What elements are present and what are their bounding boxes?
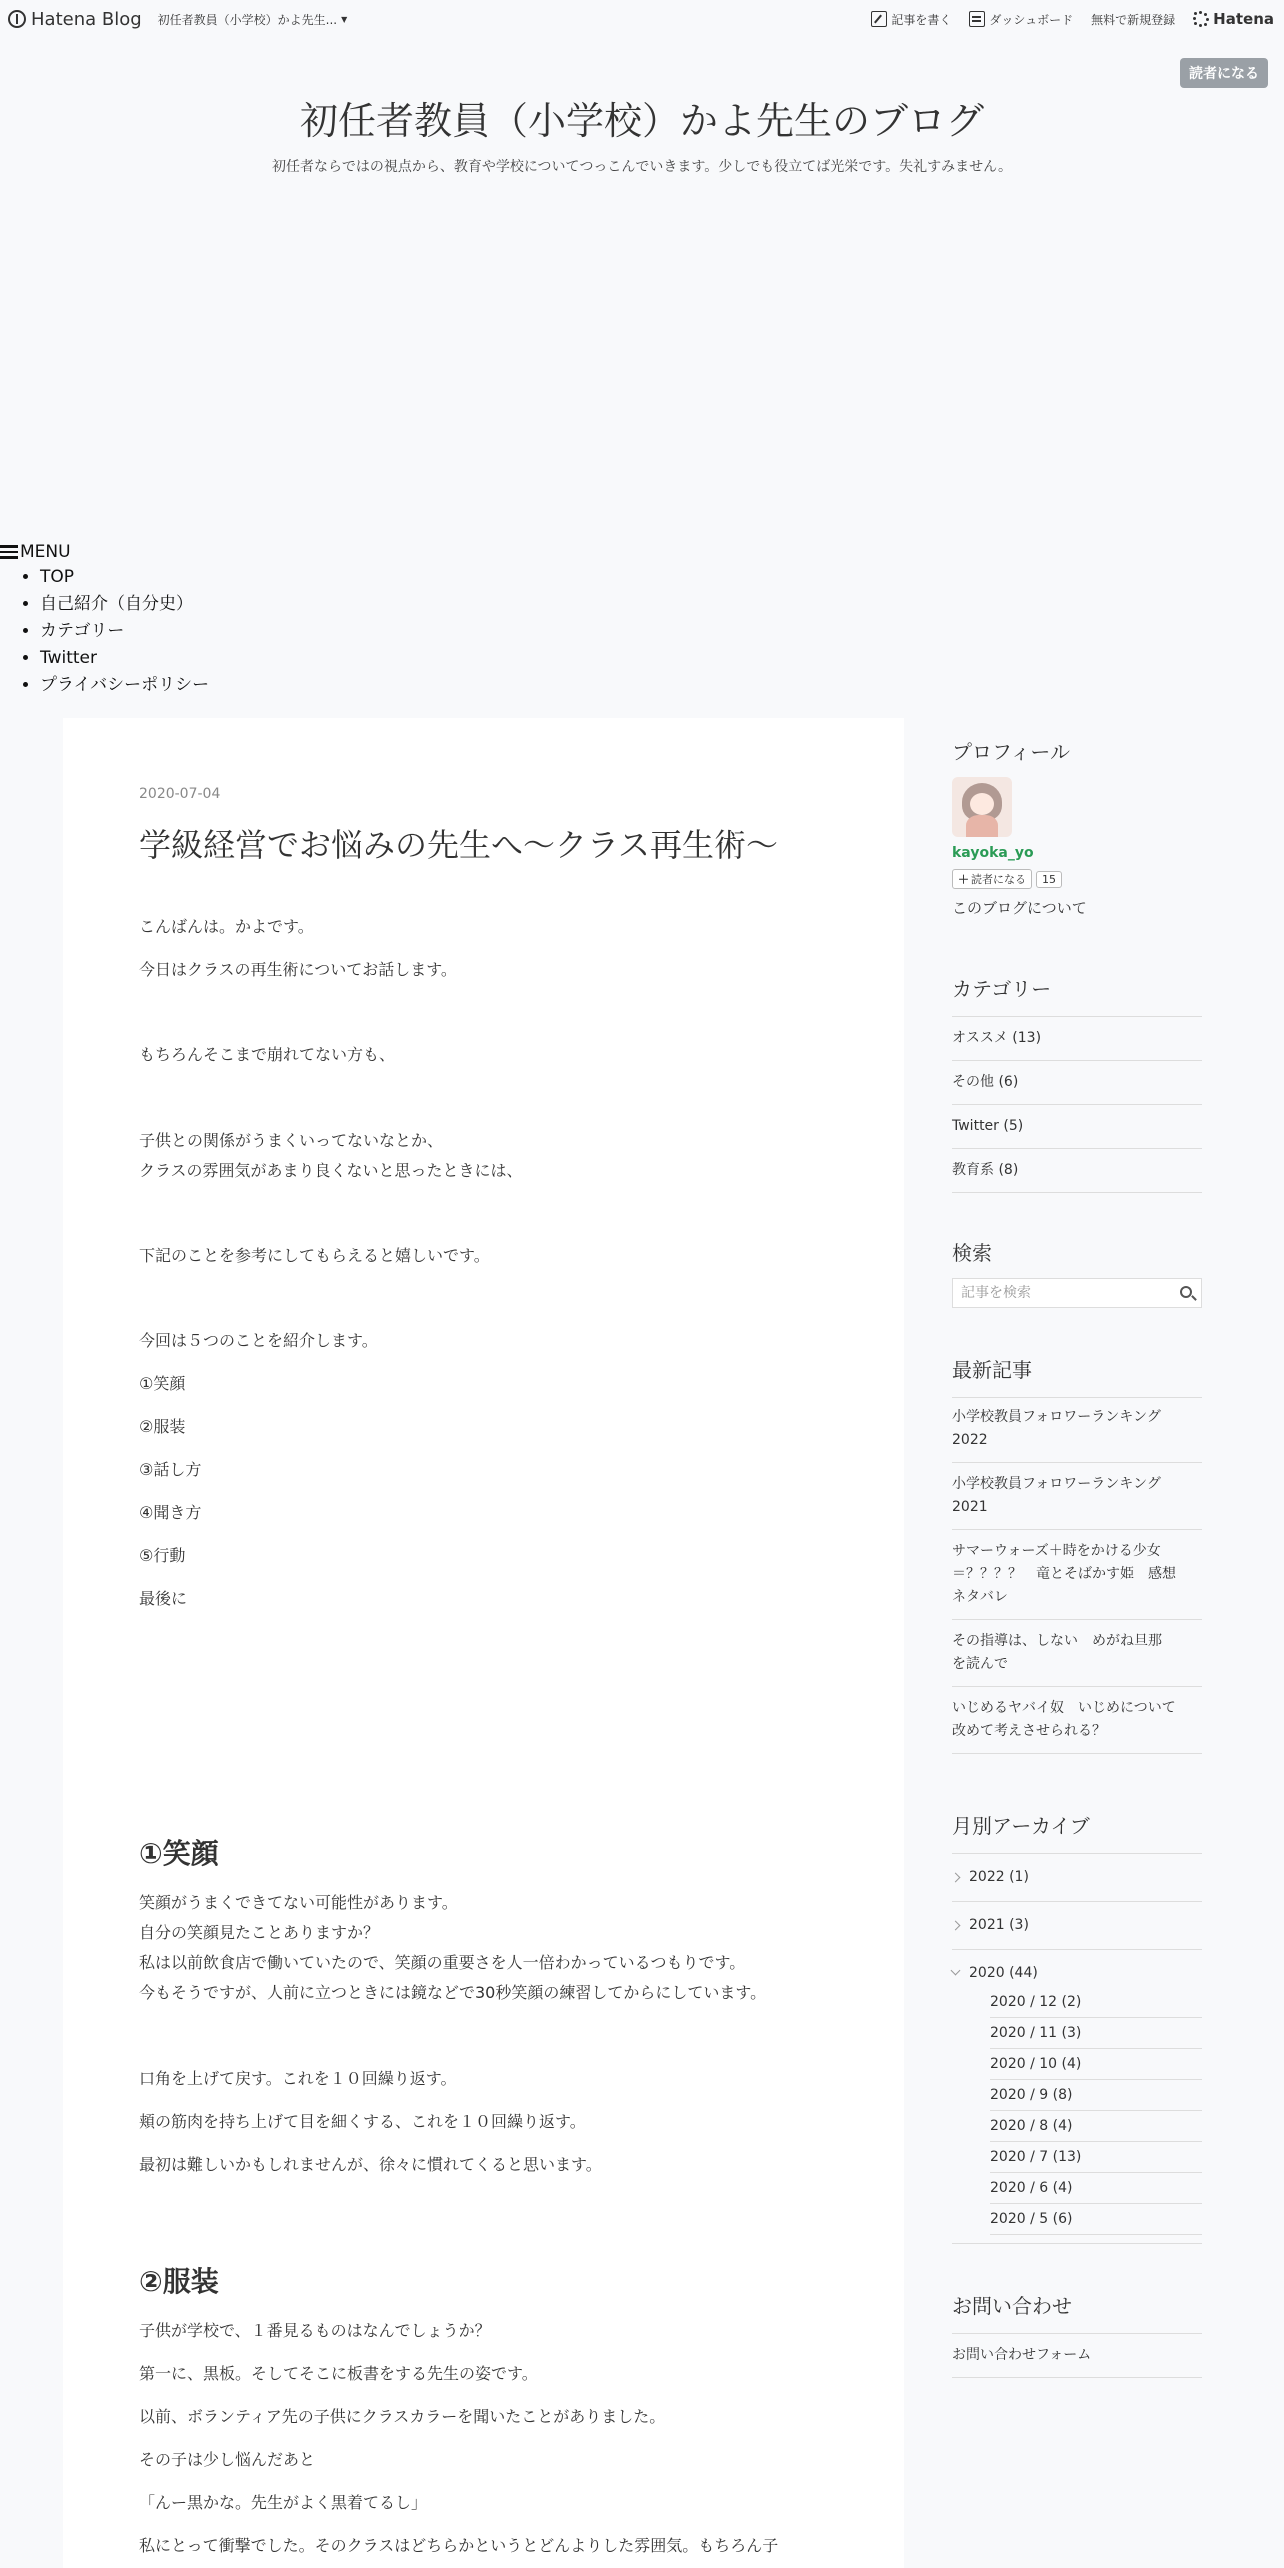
profile-title: プロフィール (952, 740, 1070, 764)
menu-item-category[interactable]: • カテゴリー (40, 618, 209, 645)
pencil-icon (871, 11, 887, 27)
follow-button[interactable] (952, 869, 1032, 889)
search-icon[interactable] (1180, 1286, 1192, 1298)
archive-year-label: 2020 (44) (969, 1965, 1038, 1981)
menu-item-top[interactable]: • TOP (40, 564, 209, 591)
follow-button-label: 読者になる (971, 873, 1026, 886)
avatar-body (966, 815, 998, 837)
archive-month[interactable]: 2020 / 12 (2) (990, 1987, 1202, 2018)
category-item[interactable]: Twitter (5) (952, 1105, 1202, 1149)
subscribe-button[interactable]: 読者になる (1180, 58, 1268, 88)
entry-paragraph: 今回は５つのことを紹介します。 (139, 1331, 378, 1350)
archive-title: 月別アーカイブ (952, 1814, 1090, 1838)
profile-name[interactable]: kayoka_yo (952, 845, 1034, 861)
archive-month[interactable]: 2020 / 8 (4) (990, 2111, 1202, 2142)
entry-paragraph: クラスの雰囲気があまり良くないと思ったときには、 (139, 1161, 523, 1180)
archive-month[interactable]: 2020 / 7 (13) (990, 2142, 1202, 2173)
dashboard-label: ダッシュボード (989, 12, 1074, 27)
archive-month-list (952, 1987, 1202, 2235)
global-header-left (8, 9, 347, 30)
entry-paragraph: 下記のことを参考にしてもらえると嬉しいです。 (139, 1246, 490, 1265)
dashboard-link[interactable] (969, 11, 1073, 28)
contact-module (952, 2290, 1202, 2378)
signup-link[interactable] (1091, 11, 1175, 28)
recent-entry[interactable] (952, 1463, 1202, 1530)
recent-entry[interactable] (952, 1620, 1202, 1687)
write-article-label: 記事を書く (891, 12, 952, 27)
toc-item: ②服装 (139, 1417, 186, 1436)
blog-switcher[interactable] (158, 11, 348, 28)
entry-paragraph: その子は少し悩んだあと (139, 2450, 316, 2469)
contact-form-link[interactable]: お問い合わせフォーム (952, 2334, 1202, 2378)
recent-entry[interactable] (952, 1687, 1202, 1754)
search-module (952, 1237, 1202, 1308)
entry-paragraph: 頬の筋肉を持ち上げて目を細くする、これを１０回繰り返す。 (139, 2112, 586, 2131)
main-content (63, 718, 904, 2568)
archive-year-label: 2022 (1) (969, 1869, 1029, 1885)
hatena-label: Hatena (1213, 10, 1274, 28)
menu-item-privacy[interactable]: • プライバシーポリシー (40, 672, 209, 699)
dashboard-icon (969, 11, 985, 27)
plus-icon: ＋ (958, 873, 969, 886)
recent-entry[interactable] (952, 1398, 1202, 1463)
recent-entry-line: を読んで (952, 1656, 1008, 1672)
global-header (0, 0, 1284, 38)
entry-paragraph: もちろんそこまで崩れてない方も、 (139, 1045, 396, 1064)
archive-month[interactable]: 2020 / 6 (4) (990, 2173, 1202, 2204)
search-title: 検索 (952, 1241, 992, 1265)
entry-paragraph: 今日はクラスの再生術についてお話します。 (139, 960, 457, 979)
recent-entry-line: ネタバレ (952, 1589, 1008, 1605)
contact-list (952, 2333, 1202, 2378)
entry-paragraph: 私は以前飲食店で働いていたので、笑顔の重要さを人一倍わかっているつもりです。 (139, 1953, 746, 1972)
archive-month[interactable]: 2020 / 5 (6) (990, 2204, 1202, 2235)
recent-entry-line: その指導は、しない めがね旦那 (952, 1633, 1162, 1649)
entry-paragraph: 子供が学校で、１番見るものはなんでしょうか？ (139, 2321, 491, 2340)
blog-title[interactable]: 初任者教員（小学校）かよ先生のブログ (299, 99, 984, 143)
chevron-right-icon (951, 1873, 961, 1883)
global-menu (0, 540, 209, 699)
archive-year[interactable] (952, 1854, 1202, 1902)
entry-paragraph: 子供との関係がうまくいってないなとか、 (139, 1131, 444, 1150)
archive-month[interactable]: 2020 / 9 (8) (990, 2080, 1202, 2111)
entry-paragraph: 私にとって衝撃でした。そのクラスはどちらかというとどんよりした雰囲気。もちろん子 (139, 2536, 779, 2555)
hatena-menu[interactable] (1193, 10, 1274, 28)
signup-label: 無料で新規登録 (1091, 12, 1176, 27)
recent-entry-line: 2022 (952, 1432, 988, 1448)
about-blog-link[interactable]: このブログについて (952, 899, 1087, 917)
profile-module (952, 736, 1202, 918)
category-item[interactable]: 教育系 (8) (952, 1149, 1202, 1193)
recent-entries-module (952, 1354, 1202, 1754)
entry-date[interactable]: 2020-07-04 (139, 786, 221, 802)
entry-paragraph: 「んー黒かな。先生がよく黒着てるし」 (139, 2493, 428, 2512)
chevron-right-icon (951, 1921, 961, 1931)
contact-title: お問い合わせ (952, 2294, 1072, 2318)
entry-paragraph: 今もそうですが、人前に立つときには鏡などで30秒笑顔の練習してからにしています。 (139, 1983, 767, 2002)
recent-entry[interactable] (952, 1530, 1202, 1620)
entry-title[interactable]: 学級経営でお悩みの先生へ～クラス再生術～ (139, 826, 779, 864)
hamburger-icon (0, 545, 18, 559)
archive-month[interactable]: 2020 / 10 (4) (990, 2049, 1202, 2080)
category-module (952, 973, 1202, 1193)
section-heading-smile: ①笑顔 (139, 1837, 219, 1870)
recent-entry-line: 2021 (952, 1499, 988, 1515)
recent-entries-title: 最新記事 (952, 1358, 1032, 1382)
recent-entry-line: 小学校教員フォロワーランキング (952, 1409, 1161, 1425)
menu-item-profile[interactable]: • 自己紹介（自分史） (40, 591, 209, 618)
toc-item: 最後に (139, 1589, 188, 1608)
archive-module (952, 1810, 1202, 2244)
menu-item-twitter[interactable]: • Twitter (40, 645, 209, 672)
entry-paragraph: 笑顔がうまくできてない可能性があります。 (139, 1893, 458, 1912)
recent-entry-line: 改めて考えさせられる？ (952, 1723, 1106, 1739)
toc-item: ④聞き方 (139, 1503, 202, 1522)
archive-year-label: 2021 (3) (969, 1917, 1029, 1933)
follow-row (952, 869, 1202, 889)
archive-year[interactable] (952, 1962, 1202, 1985)
archive-year[interactable] (952, 1902, 1202, 1950)
write-article-link[interactable] (871, 11, 951, 28)
entry-paragraph: 最初は難しいかもしれませんが、徐々に慣れてくると思います。 (139, 2155, 602, 2174)
blog-switcher-label: 初任者教員（小学校）かよ先生... (157, 12, 338, 27)
hatena-blog-logo-text: Hatena Blog (31, 8, 142, 30)
caret-down-icon: ▼ (341, 14, 348, 24)
search-input[interactable] (953, 1279, 1163, 1307)
category-title: カテゴリー (952, 977, 1052, 1001)
recent-entry-line: 小学校教員フォロワーランキング (952, 1476, 1161, 1492)
avatar[interactable] (952, 777, 1012, 837)
menu-toggle[interactable] (0, 540, 209, 564)
recent-entries-list (952, 1397, 1202, 1754)
recent-entry-line: サマーウォーズ＋時をかける少女 (952, 1543, 1161, 1559)
global-header-right (871, 10, 1274, 28)
entry-paragraph: 自分の笑顔見たことありますか？ (139, 1923, 380, 1942)
hatena-dots-icon (1193, 11, 1209, 27)
avatar-face (970, 793, 994, 815)
toc-item: ③話し方 (139, 1460, 202, 1479)
recent-entry-line: いじめるヤバイ奴 いじめについて (952, 1700, 1176, 1716)
entry-paragraph: こんばんは。かよです。 (139, 917, 314, 936)
menu-list (0, 564, 209, 699)
toc-item: ⑤行動 (139, 1546, 186, 1565)
entry-paragraph: 第一に、黒板。そしてそこに板書をする先生の姿です。 (139, 2364, 538, 2383)
blog-description: 初任者ならではの視点から、教育や学校についてつっこんでいきます。少しでも役立てば光栄です。失礼すみません。 (271, 159, 1013, 175)
archive-month[interactable]: 2020 / 11 (3) (990, 2018, 1202, 2049)
archive-year-expanded (952, 1950, 1202, 2244)
category-list (952, 1016, 1202, 1193)
archive-list (952, 1853, 1202, 2244)
search-form (952, 1278, 1202, 1308)
toc-item: ①笑顔 (139, 1374, 186, 1393)
entry-paragraph: 口角を上げて戻す。これを１０回繰り返す。 (139, 2069, 457, 2088)
recent-entry-line: ＝？？？？ 竜とそばかす姫 感想 (952, 1566, 1176, 1582)
chevron-down-icon (951, 1966, 961, 1976)
entry-paragraph: 以前、ボランティア先の子供にクラスカラーを聞いたことがありました。 (139, 2407, 666, 2426)
hatena-blog-logo[interactable] (8, 9, 142, 30)
menu-label: MENU (20, 542, 71, 562)
hatena-blog-logo-icon (8, 10, 26, 28)
category-item[interactable]: その他 (6) (952, 1061, 1202, 1105)
section-heading-clothes: ②服装 (139, 2265, 219, 2298)
category-item[interactable]: オススメ (13) (952, 1017, 1202, 1061)
follower-count[interactable]: 15 (1036, 871, 1062, 888)
